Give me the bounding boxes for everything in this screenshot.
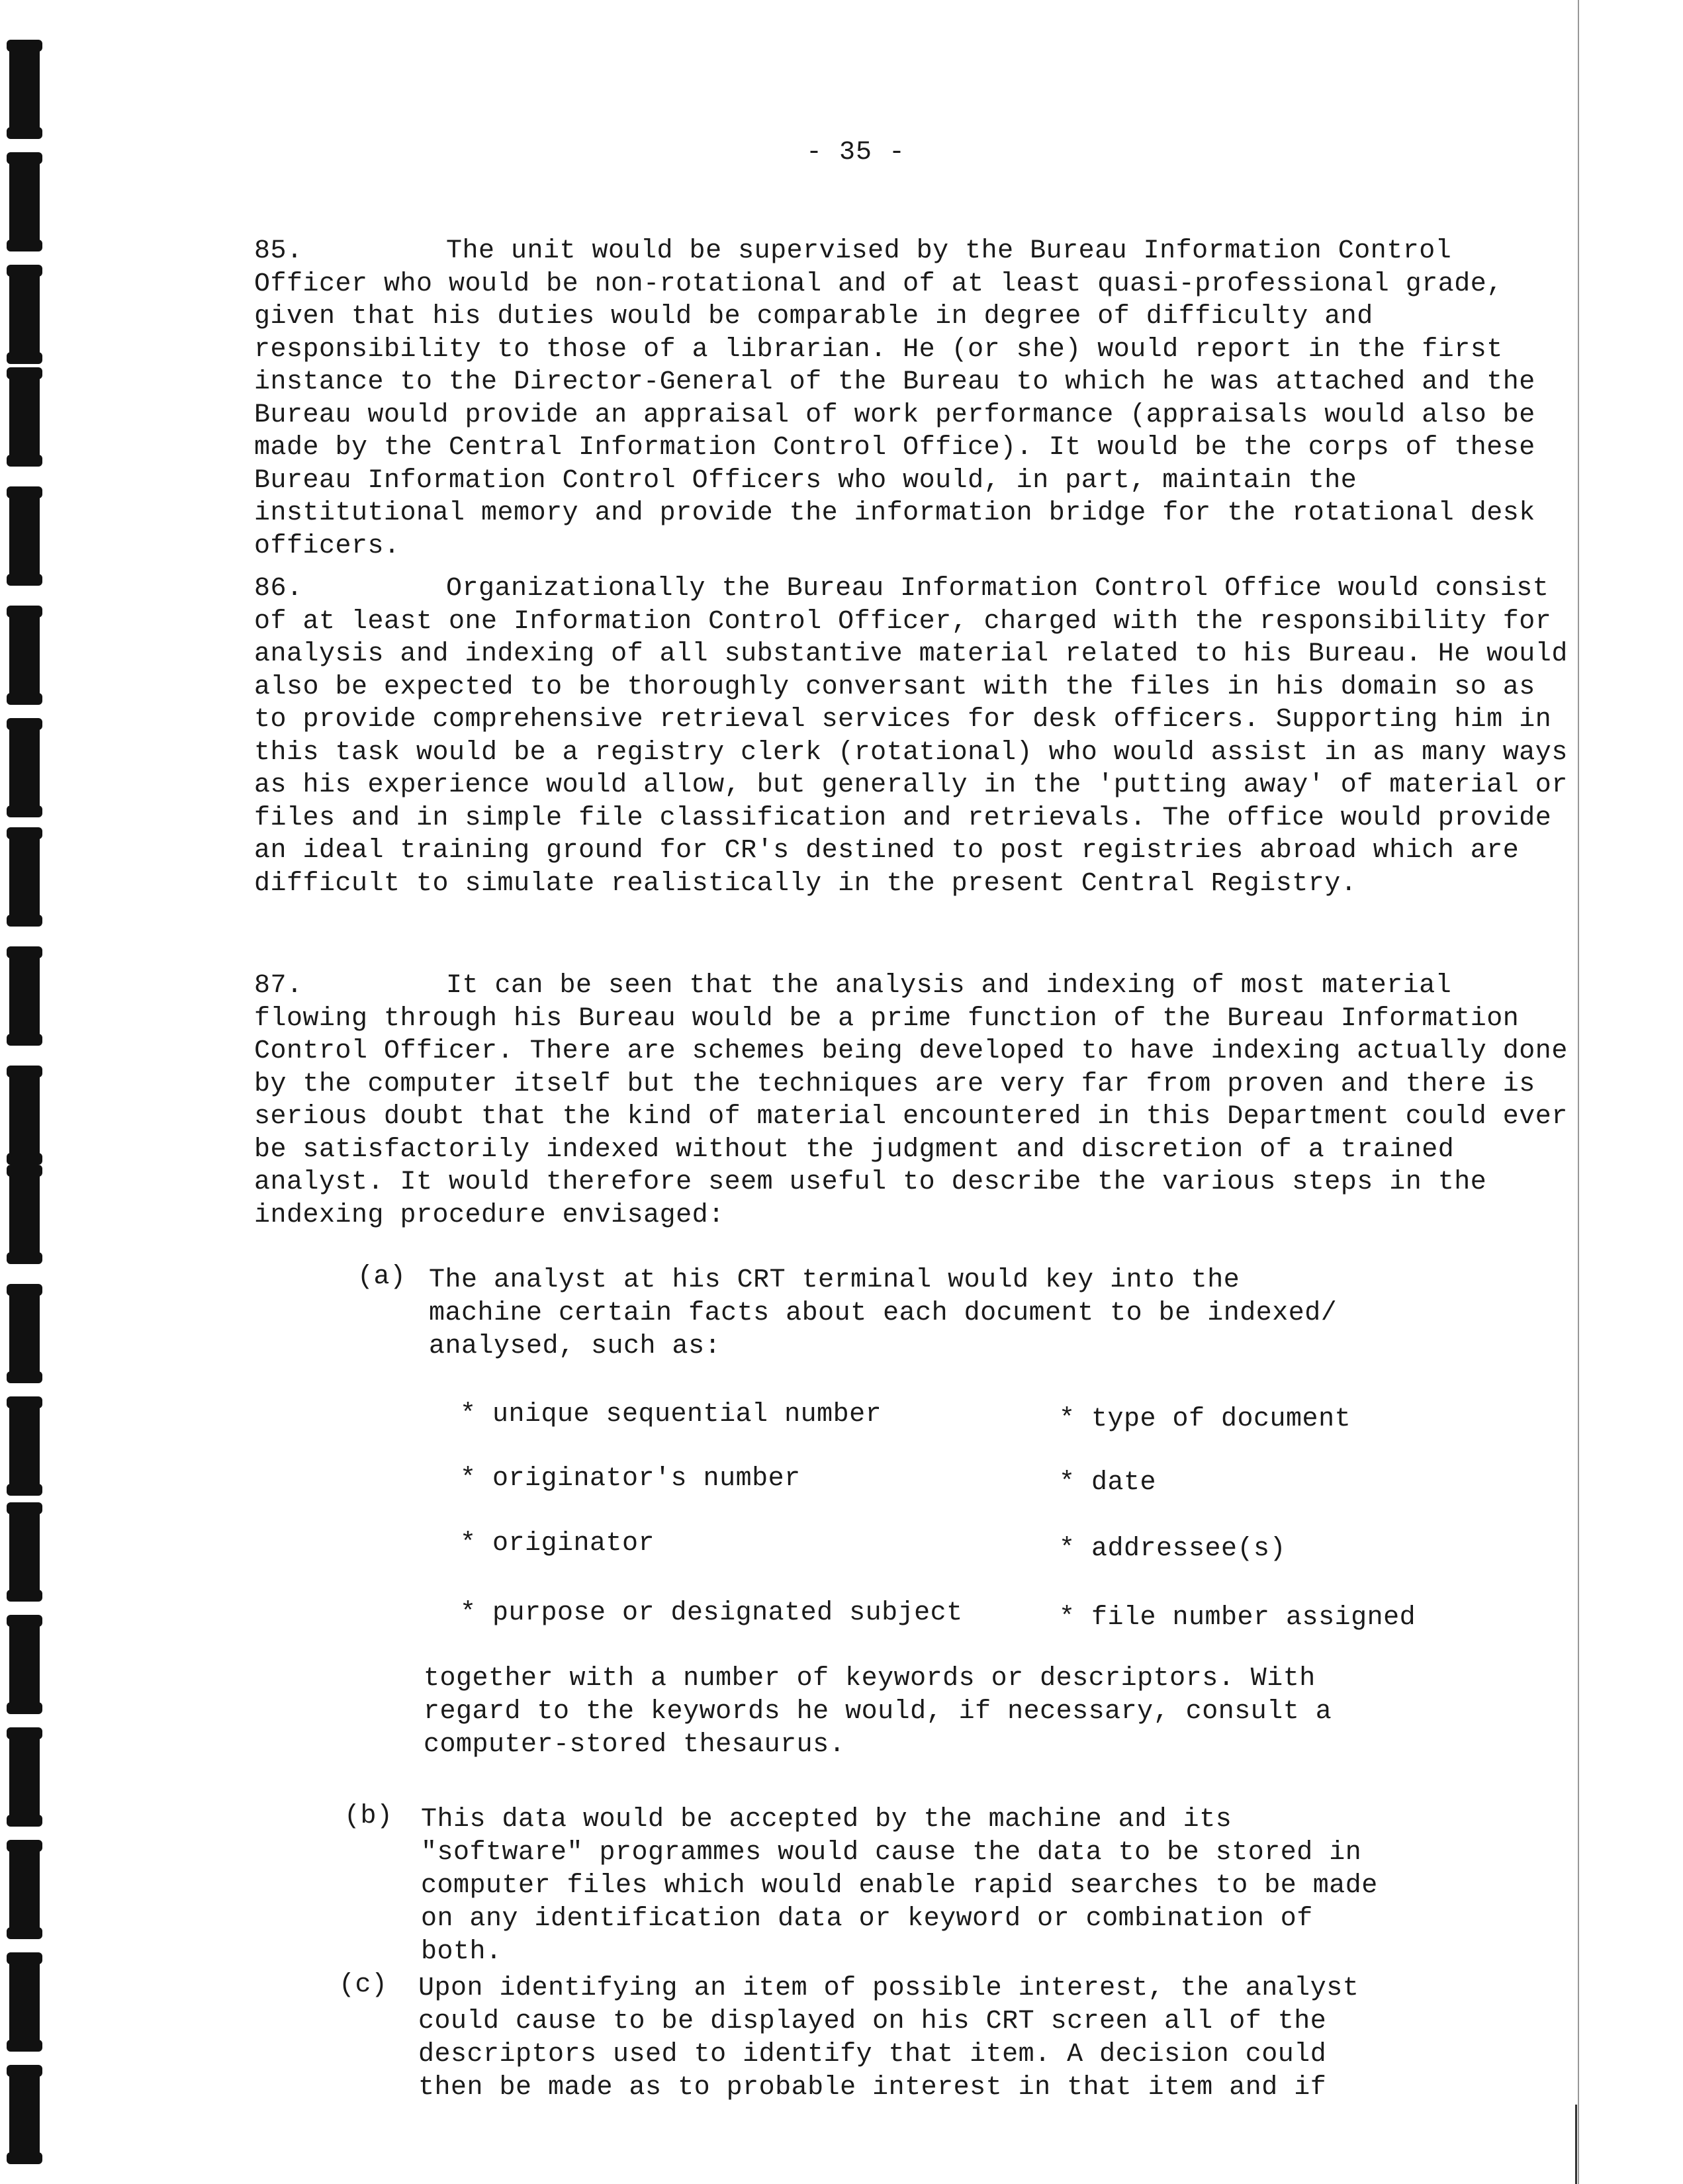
fact-item: * originator <box>460 1529 655 1559</box>
binding-hole <box>9 1396 40 1496</box>
paragraph-number: 86. <box>254 574 303 604</box>
step-text: This data would be accepted by the machine and its "software" programmes would cause the data to be stored in computer files which would enable rapid searches to be made on any identification data or keyword or combination of both. <box>421 1805 1378 1967</box>
fact-item: * purpose or designated subject <box>460 1598 963 1628</box>
step-text: The analyst at his CRT terminal would key into the machine certain facts about each document to be indexed/ analysed, such as: <box>429 1265 1338 1361</box>
binding-hole <box>9 718 40 817</box>
binding-hole <box>9 827 40 927</box>
step-text: Upon identifying an item of possible interest, the analyst could cause to be displayed on his CRT screen all of the descriptors used to identify that item. A decision could then be made as to probable interest in that item and if <box>418 1974 1359 2103</box>
binding-hole <box>9 1727 40 1827</box>
binding-hole <box>9 1066 40 1165</box>
fact-item: * unique sequential number <box>460 1400 882 1430</box>
binding-hole <box>9 2065 40 2164</box>
binding-hole <box>9 606 40 705</box>
binding-hole <box>9 1165 40 1264</box>
binding-hole <box>9 152 40 251</box>
binding-hole <box>9 486 40 586</box>
page-edge-mark <box>1575 2105 1577 2184</box>
paragraph-text: It can be seen that the analysis and indexing of most material flowing through his Bureau would be a prime function of the Bureau Information Control Officer. There are schemes being developed to have indexing actually done by the computer itself but the techniques are very far from proven and there is serious doubt that the kind of material encountered in this Department could ever be satisfactorily indexed without the judgment and discretion of a trained analyst. It would therefore seem useful to describe the various steps in the indexing procedure envisaged: <box>254 971 1568 1230</box>
paragraph-text: The unit would be supervised by the Bureau Information Control Officer who would be non-rotational and of at least quasi-professional grade, given that his duties would be comparable in degree of difficulty and responsibility to those of a librarian. He (or she) would report in the first instance to the Director-General of the Bureau to which he was attached and the Bureau would provide an appraisal of work performance (appraisals would also be made by the Central Information Control Office). It would be the corps of these Bureau Information Control Officers who would, in part, maintain the institutional memory and provide the information bridge for the rotational desk officers. <box>254 236 1535 561</box>
binding-hole <box>9 1952 40 2052</box>
binding-hole <box>9 946 40 1046</box>
paragraph-number: 87. <box>254 971 303 1001</box>
fact-item: * originator's number <box>460 1464 801 1494</box>
step-label: (a) <box>357 1262 406 1292</box>
fact-item: * date <box>1059 1468 1157 1498</box>
paragraph-text: Organizationally the Bureau Information Control Office would consist of at least one Information Control Officer, charged with the responsibility for analysis and indexing of all substantive material related to his Bureau. He would also be expected to be thoroughly conversant with the files in his domain so as to provide comprehensive retrieval services for desk officers. Supporting him in this task would be a registry clerk (rotational) who would assist in as many ways as his experience would allow, but generally in the 'putting away' of material or files and in simple file classification and retrievals. The office would provide an ideal training ground for CR's destined to post registries abroad which are difficult to simulate realistically in the present Central Registry. <box>254 574 1568 899</box>
binding-hole <box>9 1502 40 1602</box>
paragraph-85 <box>254 235 1571 563</box>
binding-hole <box>9 1615 40 1714</box>
page-edge-line <box>1578 0 1579 2184</box>
fact-item: * type of document <box>1059 1404 1351 1434</box>
binding-hole <box>9 1284 40 1383</box>
step-label: (b) <box>344 1801 393 1831</box>
page-number: - 35 - <box>806 138 906 167</box>
fact-item: * file number assigned <box>1059 1603 1416 1633</box>
step-a-continued <box>424 1662 1403 1762</box>
paragraph-number: 85. <box>254 236 303 266</box>
step-text: together with a number of keywords or descriptors. With regard to the keywords he would, if necessary, consult a computer-stored thesaurus. <box>424 1664 1332 1760</box>
binding-hole <box>9 1840 40 1939</box>
paragraph-87 <box>254 970 1571 1232</box>
step-label: (c) <box>339 1970 388 2000</box>
binding-hole <box>9 265 40 364</box>
paragraph-86 <box>254 572 1571 900</box>
binding-hole <box>9 40 40 139</box>
fact-item: * addressee(s) <box>1059 1534 1287 1564</box>
binding-hole <box>9 367 40 467</box>
